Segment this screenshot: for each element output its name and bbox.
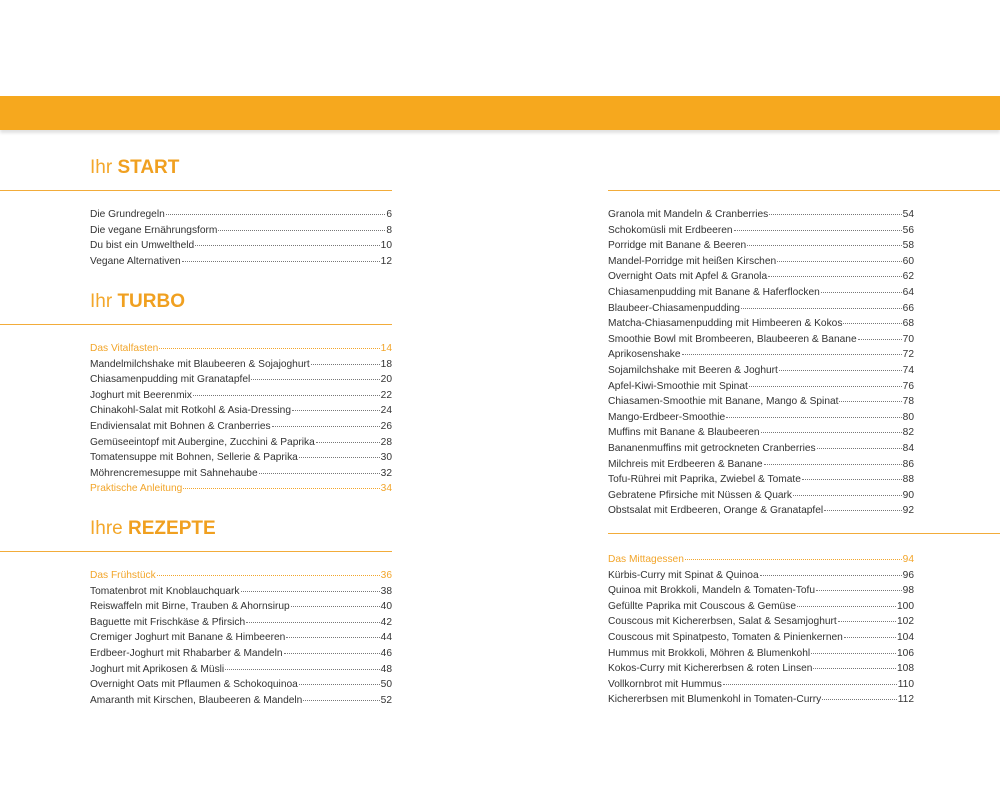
dot-leader — [822, 689, 896, 700]
toc-entry-page: 10 — [380, 240, 392, 252]
dot-leader — [769, 204, 901, 215]
dot-leader — [858, 329, 902, 340]
dot-leader — [802, 469, 902, 480]
dot-leader — [760, 565, 902, 576]
toc-entry-title: Praktische Anleitung — [90, 483, 183, 495]
toc-entry-page: 70 — [902, 333, 914, 345]
dot-leader — [316, 432, 380, 443]
toc-entry-page: 20 — [380, 374, 392, 386]
toc-entry-page: 108 — [897, 663, 914, 675]
toc-entry-page: 104 — [897, 631, 914, 643]
toc-entry-page: 80 — [902, 411, 914, 423]
toc-entry-page: 44 — [380, 632, 392, 644]
toc-entry-page: 86 — [902, 458, 914, 470]
toc-entry-title: Amaranth mit Kirschen, Blaubeeren & Mandeln — [90, 694, 303, 706]
toc-entry-title: Porridge mit Banane & Beeren — [608, 240, 747, 252]
dot-leader — [734, 220, 902, 231]
toc-entry-title: Blaubeer-Chiasamenpudding — [608, 302, 740, 314]
toc-entry-page: 74 — [902, 364, 914, 376]
toc-entry-title: Bananenmuffins mit getrockneten Cranberries — [608, 442, 816, 454]
dot-leader — [157, 565, 380, 576]
toc-entry-title: Kürbis-Curry mit Spinat & Quinoa — [608, 569, 759, 581]
toc-entry-page: 32 — [380, 467, 392, 479]
toc-entry-title: Chiasamen-Smoothie mit Banane, Mango & Spinat — [608, 396, 839, 408]
dot-leader — [768, 266, 902, 277]
dot-leader — [817, 438, 902, 449]
toc-entry-title: Du bist ein Umweltheld — [90, 240, 195, 252]
dot-leader — [779, 360, 902, 371]
rule-start — [0, 190, 392, 191]
toc-entry-page: 98 — [902, 585, 914, 597]
dot-leader — [824, 500, 901, 511]
toc-entry-title: Couscous mit Kichererbsen, Salat & Sesamjoghurt — [608, 616, 837, 628]
toc-entry-page: 60 — [902, 255, 914, 267]
toc-entry-page: 8 — [386, 224, 392, 236]
toc-entry-title: Mandel-Porridge mit heißen Kirschen — [608, 255, 777, 267]
toc-entry-page: 18 — [380, 358, 392, 370]
toc-entry-title: Chinakohl-Salat mit Rotkohl & Asia-Dressing — [90, 405, 292, 417]
dot-leader — [284, 643, 380, 654]
toc-entry[interactable] — [90, 253, 392, 269]
toc-entry-title: Das Frühstück — [90, 570, 156, 581]
toc-entry-page: 78 — [902, 396, 914, 408]
toc-entry-title: Obstsalat mit Erdbeeren, Orange & Granatapfel — [608, 505, 824, 517]
toc-entry-page: 6 — [386, 209, 392, 220]
dot-leader — [816, 580, 902, 591]
toc-entry-page: 42 — [380, 616, 392, 628]
toc-entry-title: Reiswaffeln mit Birne, Trauben & Ahornsirup — [90, 601, 290, 613]
toc-entry-page: 52 — [380, 694, 392, 706]
toc-entry-title: Endiviensalat mit Bohnen & Cranberries — [90, 420, 271, 432]
toc-entry-page: 62 — [902, 271, 914, 283]
dot-leader — [259, 463, 380, 474]
toc-list-mittagessen — [608, 551, 914, 707]
toc-list-turbo — [90, 340, 392, 496]
dot-leader — [793, 485, 902, 496]
dot-leader — [183, 478, 379, 489]
toc-entry-title: Milchreis mit Erdbeeren & Banane — [608, 458, 763, 470]
dot-leader — [747, 235, 901, 246]
toc-entry-title: Das Vitalfasten — [90, 343, 159, 354]
toc-list-start — [90, 206, 392, 268]
toc-entry-title: Aprikosenshake — [608, 349, 681, 361]
toc-entry-page: 92 — [902, 505, 914, 517]
toc-entry-title: Erdbeer-Joghurt mit Rhabarber & Mandeln — [90, 647, 283, 659]
dot-leader — [292, 400, 380, 411]
toc-entry[interactable] — [608, 502, 914, 518]
dot-leader — [749, 376, 902, 387]
toc-entry-title: Muffins mit Banane & Blaubeeren — [608, 427, 760, 439]
toc-entry-page: 100 — [897, 600, 914, 612]
toc-entry-page: 90 — [902, 489, 914, 501]
toc-entry-page: 82 — [902, 427, 914, 439]
dot-leader — [839, 391, 901, 402]
toc-entry-title: Tofu-Rührei mit Paprika, Zwiebel & Tomate — [608, 474, 801, 486]
toc-entry[interactable] — [90, 480, 392, 496]
toc-entry-page: 48 — [380, 663, 392, 675]
toc-entry-page: 76 — [902, 380, 914, 392]
toc-entry-title: Gebratene Pfirsiche mit Nüssen & Quark — [608, 489, 793, 501]
dot-leader — [797, 596, 896, 607]
dot-leader — [843, 313, 901, 324]
dot-leader — [286, 627, 379, 638]
toc-entry-title: Overnight Oats mit Pflaumen & Schokoquinoa — [90, 679, 298, 691]
dot-leader — [811, 643, 896, 654]
toc-entry[interactable] — [90, 692, 392, 708]
heading-rezepte: Ihre REZEPTE — [90, 518, 216, 539]
dot-leader — [777, 251, 901, 262]
toc-entry-title: Matcha-Chiasamenpudding mit Himbeeren & Kokos — [608, 318, 843, 330]
dot-leader — [291, 596, 380, 607]
toc-entry-page: 50 — [380, 679, 392, 691]
dot-leader — [299, 674, 380, 685]
toc-entry-page: 36 — [380, 570, 392, 581]
toc-entry-title: Tomatenbrot mit Knoblauchquark — [90, 585, 240, 597]
toc-entry-page: 102 — [897, 616, 914, 628]
dot-leader — [299, 447, 380, 458]
toc-entry-title: Apfel-Kiwi-Smoothie mit Spinat — [608, 380, 748, 392]
dot-leader — [685, 549, 902, 560]
toc-entry-page: 112 — [897, 694, 914, 706]
toc-entry-page: 12 — [380, 255, 392, 267]
dot-leader — [682, 344, 902, 355]
toc-entry-title: Vegane Alternativen — [90, 255, 181, 267]
toc-entry-page: 38 — [380, 585, 392, 597]
dot-leader — [311, 354, 380, 365]
toc-entry-page: 58 — [902, 240, 914, 252]
dot-leader — [241, 581, 380, 592]
toc-entry-page: 40 — [380, 601, 392, 613]
dot-leader — [844, 627, 896, 638]
dot-leader — [246, 612, 380, 623]
dot-leader — [218, 220, 385, 231]
toc-entry-title: Granola mit Mandeln & Cranberries — [608, 209, 769, 220]
toc-entry-title: Cremiger Joghurt mit Banane & Himbeeren — [90, 632, 286, 644]
dot-leader — [195, 235, 379, 246]
toc-entry-title: Vollkornbrot mit Hummus — [608, 678, 722, 690]
dot-leader — [193, 385, 380, 396]
toc-entry-page: 28 — [380, 436, 392, 448]
toc-entry-title: Die vegane Ernährungsform — [90, 224, 218, 236]
dot-leader — [303, 690, 379, 701]
rule-mittagessen — [608, 533, 1000, 534]
rule-fruehstueck-cont — [608, 190, 1000, 191]
toc-entry-title: Chiasamenpudding mit Banane & Haferflocken — [608, 286, 820, 298]
toc-entry-page: 88 — [902, 474, 914, 486]
toc-entry-page: 72 — [902, 349, 914, 361]
toc-entry-page: 96 — [902, 569, 914, 581]
toc-entry-title: Das Mittagessen — [608, 554, 684, 565]
toc-entry-title: Chiasamenpudding mit Granatapfel — [90, 374, 251, 386]
toc-entry-page: 54 — [902, 209, 914, 220]
toc-entry-page: 84 — [902, 442, 914, 454]
dot-leader — [159, 338, 379, 349]
dot-leader — [761, 422, 902, 433]
toc-entry-page: 30 — [380, 452, 392, 464]
toc-entry-page: 56 — [902, 224, 914, 236]
dot-leader — [166, 204, 386, 215]
heading-turbo: Ihr TURBO — [90, 291, 186, 312]
dot-leader — [182, 251, 380, 262]
toc-entry-title: Die Grundregeln — [90, 209, 165, 220]
toc-list-rezepte — [90, 567, 392, 707]
toc-entry-title: Baguette mit Frischkäse & Pfirsich — [90, 616, 246, 628]
dot-leader — [821, 282, 902, 293]
toc-entry-page: 106 — [897, 647, 914, 659]
toc-entry-title: Joghurt mit Aprikosen & Müsli — [90, 663, 225, 675]
heading-start: Ihr START — [90, 157, 180, 178]
dot-leader — [272, 416, 380, 427]
toc-entry-title: Quinoa mit Brokkoli, Mandeln & Tomaten-Tofu — [608, 585, 816, 597]
toc-entry-page: 94 — [902, 554, 914, 565]
toc-entry-title: Hummus mit Brokkoli, Möhren & Blumenkohl — [608, 647, 811, 659]
toc-entry-title: Sojamilchshake mit Beeren & Joghurt — [608, 364, 778, 376]
toc-entry-page: 14 — [380, 343, 392, 354]
toc-entry-title: Tomatensuppe mit Bohnen, Sellerie & Paprika — [90, 452, 298, 464]
top-accent-band — [0, 96, 1000, 130]
toc-list-fruehstueck-cont — [608, 206, 914, 518]
dot-leader — [251, 369, 379, 380]
dot-leader — [813, 658, 896, 669]
toc-entry-title: Couscous mit Spinatpesto, Tomaten & Pinienkernen — [608, 631, 843, 643]
dot-leader — [225, 659, 379, 670]
toc-entry-page: 68 — [902, 318, 914, 330]
toc-entry-page: 46 — [380, 647, 392, 659]
rule-rezepte — [0, 551, 392, 552]
toc-entry-page: 26 — [380, 420, 392, 432]
dot-leader — [726, 407, 901, 418]
toc-entry-title: Schokomüsli mit Erdbeeren — [608, 224, 733, 236]
toc-entry-page: 24 — [380, 405, 392, 417]
toc-entry-title: Mango-Erdbeer-Smoothie — [608, 411, 726, 423]
dot-leader — [838, 611, 896, 622]
toc-entry-title: Möhrencremesuppe mit Sahnehaube — [90, 467, 258, 479]
rule-turbo — [0, 324, 392, 325]
toc-entry-page: 110 — [897, 678, 914, 690]
toc-entry-title: Joghurt mit Beerenmix — [90, 389, 192, 401]
dot-leader — [764, 454, 902, 465]
toc-entry-title: Gemüseeintopf mit Aubergine, Zucchini & Paprika — [90, 436, 315, 448]
dot-leader — [723, 674, 897, 685]
toc-entry-title: Kichererbsen mit Blumenkohl in Tomaten-Curry — [608, 694, 822, 706]
toc-entry-page: 34 — [380, 483, 392, 495]
toc-entry-title: Mandelmilchshake mit Blaubeeren & Sojajoghurt — [90, 358, 310, 370]
dot-leader — [741, 298, 902, 309]
toc-entry-page: 22 — [380, 389, 392, 401]
toc-entry-title: Overnight Oats mit Apfel & Granola — [608, 271, 768, 283]
toc-entry-title: Smoothie Bowl mit Brombeeren, Blaubeeren & Banane — [608, 333, 857, 345]
toc-entry-page: 64 — [902, 286, 914, 298]
toc-entry-title: Gefüllte Paprika mit Couscous & Gemüse — [608, 600, 796, 612]
toc-entry-title: Kokos-Curry mit Kichererbsen & roten Linsen — [608, 663, 813, 675]
toc-entry-page: 66 — [902, 302, 914, 314]
toc-entry[interactable] — [608, 691, 914, 707]
